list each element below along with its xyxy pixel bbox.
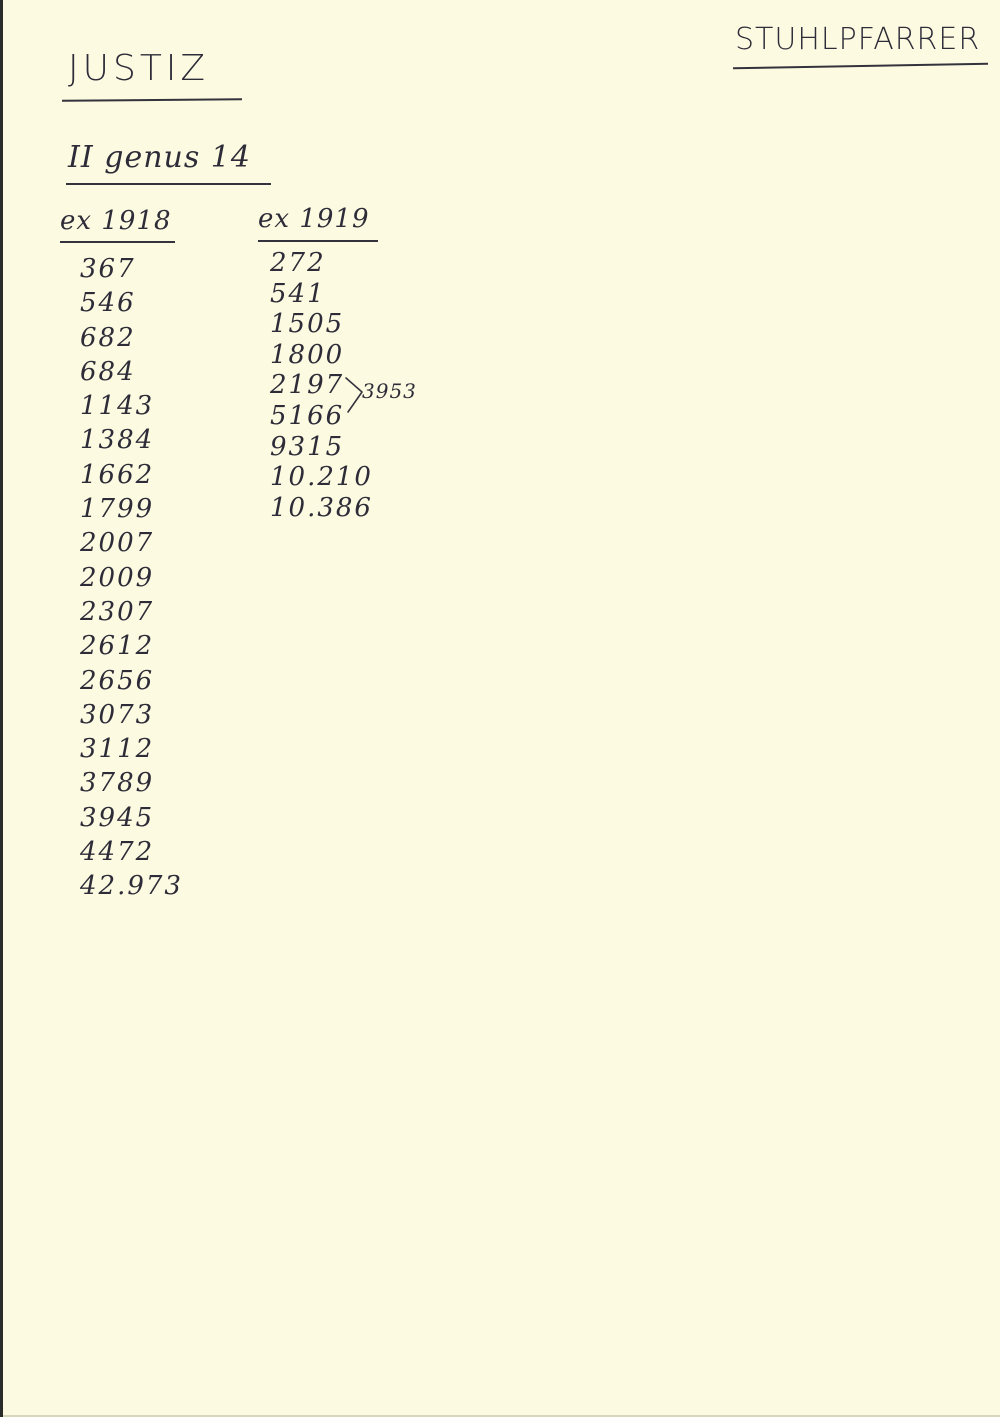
list-item: 1800 [270, 339, 345, 370]
list-item: 1799 [80, 494, 155, 525]
list-item: 3112 [80, 734, 155, 765]
list-item: 10.386 [270, 492, 373, 523]
bracket-sum-note: 3953 [362, 379, 417, 403]
subtitle-underline [66, 183, 271, 185]
list-item: 2197 [270, 370, 345, 401]
list-item: 546 [80, 288, 136, 319]
list-item: 10.210 [270, 462, 373, 493]
list-item: 5166 [270, 400, 345, 431]
list-item: 4472 [80, 837, 155, 868]
column-heading-1919-underline [258, 240, 378, 242]
list-item: 682 [80, 322, 136, 353]
list-item: 2612 [80, 631, 155, 662]
list-item: 2007 [80, 528, 155, 559]
document-title: JUSTIZ [68, 48, 210, 89]
list-item: 42.973 [80, 871, 183, 902]
list-item: 3789 [80, 768, 155, 799]
list-item: 1505 [270, 309, 345, 340]
list-item: 2009 [80, 562, 155, 593]
column-heading-1918-underline [60, 241, 175, 243]
list-item: 9315 [270, 431, 345, 462]
list-item: 2656 [80, 665, 155, 696]
list-item: 3073 [80, 699, 155, 730]
list-item: 367 [80, 254, 136, 284]
list-item: 1384 [80, 425, 155, 456]
person-name: STUHLPFARRER [735, 22, 981, 57]
column-heading-1919: ex 1919 [258, 204, 370, 234]
list-item: 272 [270, 248, 326, 278]
number-list-1918 [80, 252, 183, 904]
name-underline [733, 63, 988, 69]
list-item: 1662 [80, 459, 155, 490]
list-item: 684 [80, 356, 136, 387]
list-item: 2307 [80, 596, 155, 627]
column-heading-1918: ex 1918 [60, 206, 172, 236]
list-item: 541 [270, 278, 326, 309]
list-item: 1143 [80, 391, 155, 422]
title-underline [62, 98, 242, 102]
list-item: 3945 [80, 802, 155, 833]
document-subtitle: II genus 14 [68, 140, 251, 175]
